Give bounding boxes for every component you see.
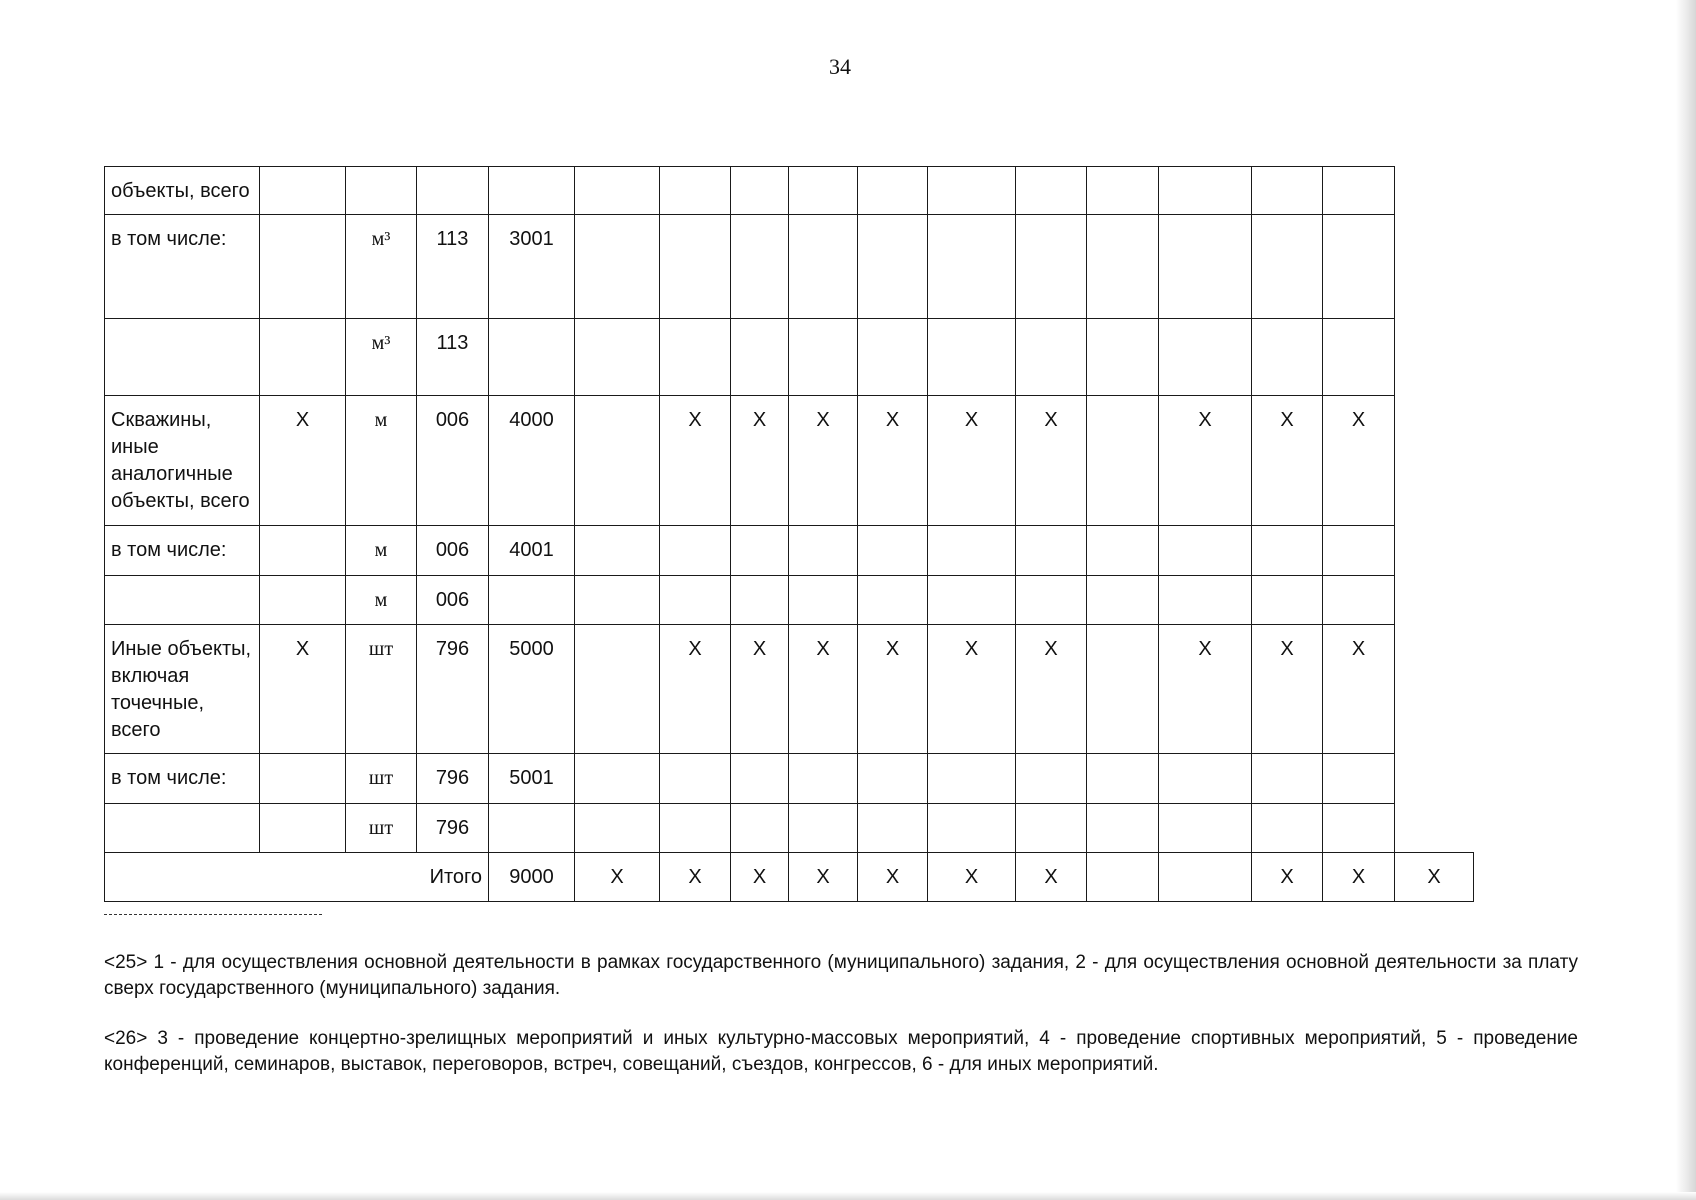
value-cell: X (660, 396, 731, 526)
value-cell (928, 167, 1016, 215)
value-cell (1323, 167, 1395, 215)
value-cell (1016, 167, 1087, 215)
value-cell (1087, 576, 1159, 625)
value-cell (575, 396, 660, 526)
value-cell: X (1016, 396, 1087, 526)
value-cell (1323, 576, 1395, 625)
value-cell (1087, 396, 1159, 526)
value-cell (660, 215, 731, 319)
okei-code-cell: 006 (417, 526, 489, 576)
okei-code-cell: 796 (417, 625, 489, 754)
value-cell: X (789, 396, 858, 526)
value-cell (1016, 754, 1087, 804)
value-cell (1087, 625, 1159, 754)
value-cell (789, 804, 858, 853)
okei-code-cell: 796 (417, 754, 489, 804)
value-cell: X (928, 396, 1016, 526)
table-row (105, 215, 1474, 319)
value-cell (1323, 804, 1395, 853)
table-row (105, 625, 1474, 754)
unit-cell: м³ (346, 319, 417, 396)
line-code-cell: 4001 (489, 526, 575, 576)
row-label-cell (105, 576, 260, 625)
value-cell (1252, 804, 1323, 853)
value-cell (858, 215, 928, 319)
row-label-cell (105, 319, 260, 396)
okei-code-cell: 113 (417, 215, 489, 319)
value-cell (1087, 215, 1159, 319)
value-cell (858, 804, 928, 853)
total-value-cell: X (928, 853, 1016, 902)
value-cell (1252, 526, 1323, 576)
value-cell: X (260, 396, 346, 526)
table-row (105, 319, 1474, 396)
total-value-cell: X (1016, 853, 1087, 902)
value-cell: X (789, 625, 858, 754)
value-cell (1252, 319, 1323, 396)
value-cell (858, 526, 928, 576)
line-code-cell: 5000 (489, 625, 575, 754)
value-cell (789, 319, 858, 396)
table-row (105, 526, 1474, 576)
total-value-cell (1087, 853, 1159, 902)
value-cell (1159, 576, 1252, 625)
table-row (105, 167, 1474, 215)
value-cell (260, 215, 346, 319)
value-cell (260, 754, 346, 804)
value-cell (1159, 167, 1252, 215)
value-cell: X (1159, 396, 1252, 526)
value-cell (1087, 167, 1159, 215)
value-cell: X (1252, 396, 1323, 526)
row-label-cell: в том числе: (105, 754, 260, 804)
total-value-cell: X (1395, 853, 1474, 902)
line-code-cell: 4000 (489, 396, 575, 526)
total-value-cell: X (575, 853, 660, 902)
value-cell (928, 754, 1016, 804)
value-cell (858, 576, 928, 625)
total-value-cell: X (731, 853, 789, 902)
okei-code-cell: 006 (417, 576, 489, 625)
value-cell (1016, 319, 1087, 396)
value-cell (1087, 804, 1159, 853)
value-cell (660, 576, 731, 625)
value-cell: X (1159, 625, 1252, 754)
total-value-cell: X (858, 853, 928, 902)
total-value-cell: X (660, 853, 731, 902)
value-cell (1016, 215, 1087, 319)
value-cell (1323, 319, 1395, 396)
value-cell (260, 167, 346, 215)
value-cell (928, 215, 1016, 319)
footnote-25: <25> 1 - для осуществления основной деятельности в рамках государственного (муниципального) задания, 2 - для осуществления основной деятельности за плату сверх государственного (муниципального) задания. (104, 952, 1578, 999)
okei-code-cell: 006 (417, 396, 489, 526)
value-cell (731, 167, 789, 215)
value-cell (858, 319, 928, 396)
unit-cell: м (346, 526, 417, 576)
table-row (105, 396, 1474, 526)
value-cell (789, 526, 858, 576)
value-cell (1323, 215, 1395, 319)
line-code-cell (489, 167, 575, 215)
value-cell (1016, 576, 1087, 625)
value-cell (1252, 754, 1323, 804)
line-code-cell (489, 319, 575, 396)
value-cell (660, 167, 731, 215)
value-cell: X (1016, 625, 1087, 754)
value-cell: X (858, 625, 928, 754)
footnote-26: <26> 3 - проведение концертно-зрелищных мероприятий и иных культурно-массовых мероприятий, 4 - проведение спортивных мероприятий, 5 - проведение конференций, семинаров, выставок, переговоров, встреч, совещаний, съездов, конгрессов, 6 - для иных мероприятий. (104, 1028, 1578, 1075)
line-code-cell: 5001 (489, 754, 575, 804)
row-label-cell: Иные объекты, включая точечные, всего (105, 625, 260, 754)
unit-cell: м (346, 396, 417, 526)
value-cell (789, 167, 858, 215)
value-cell (731, 754, 789, 804)
okei-code-cell: 113 (417, 319, 489, 396)
value-cell (575, 576, 660, 625)
total-value-cell: X (1323, 853, 1395, 902)
value-cell (575, 167, 660, 215)
total-value-cell: X (789, 853, 858, 902)
value-cell: X (731, 625, 789, 754)
value-cell (1159, 319, 1252, 396)
value-cell (731, 319, 789, 396)
value-cell (858, 754, 928, 804)
value-cell (260, 319, 346, 396)
row-label-cell: в том числе: (105, 526, 260, 576)
value-cell (660, 526, 731, 576)
data-table (104, 166, 1474, 902)
value-cell (789, 576, 858, 625)
value-cell: X (260, 625, 346, 754)
value-cell (1252, 576, 1323, 625)
value-cell (575, 804, 660, 853)
value-cell (575, 215, 660, 319)
value-cell (731, 526, 789, 576)
line-code-cell (489, 804, 575, 853)
value-cell: X (1252, 625, 1323, 754)
value-cell (660, 319, 731, 396)
value-cell: X (928, 625, 1016, 754)
row-label-cell: в том числе: (105, 215, 260, 319)
value-cell (1323, 754, 1395, 804)
table-row (105, 576, 1474, 625)
total-row (105, 853, 1474, 902)
line-code-cell: 3001 (489, 215, 575, 319)
row-label-cell: объекты, всего (105, 167, 260, 215)
value-cell (731, 804, 789, 853)
value-cell (260, 576, 346, 625)
total-label: Итого (105, 853, 489, 902)
value-cell (928, 804, 1016, 853)
value-cell (731, 215, 789, 319)
okei-code-cell: 796 (417, 804, 489, 853)
value-cell (575, 526, 660, 576)
value-cell: X (1323, 396, 1395, 526)
table-row (105, 804, 1474, 853)
value-cell (1159, 754, 1252, 804)
table-row (105, 754, 1474, 804)
row-label-cell (105, 804, 260, 853)
value-cell (660, 804, 731, 853)
total-value-cell (1159, 853, 1252, 902)
total-code-cell: 9000 (489, 853, 575, 902)
page-number: 34 (829, 54, 851, 79)
value-cell (660, 754, 731, 804)
row-label-cell: Скважины, иные аналогичные объекты, всего (105, 396, 260, 526)
value-cell (1087, 526, 1159, 576)
unit-cell: шт (346, 804, 417, 853)
value-cell (1323, 526, 1395, 576)
value-cell (928, 576, 1016, 625)
okei-code-cell (417, 167, 489, 215)
table-body (105, 167, 1474, 902)
value-cell (260, 526, 346, 576)
value-cell (1159, 804, 1252, 853)
unit-cell: м³ (346, 215, 417, 319)
value-cell (1016, 526, 1087, 576)
unit-cell: шт (346, 754, 417, 804)
value-cell (575, 319, 660, 396)
value-cell (731, 576, 789, 625)
value-cell (1159, 526, 1252, 576)
value-cell (928, 319, 1016, 396)
footnote-separator (104, 914, 322, 915)
total-value-cell: X (1252, 853, 1323, 902)
unit-cell: шт (346, 625, 417, 754)
value-cell: X (660, 625, 731, 754)
value-cell (260, 804, 346, 853)
page-edge-shadow (1676, 0, 1696, 1200)
unit-cell (346, 167, 417, 215)
value-cell (928, 526, 1016, 576)
value-cell (1087, 754, 1159, 804)
value-cell (1159, 215, 1252, 319)
value-cell (575, 625, 660, 754)
value-cell: X (858, 396, 928, 526)
value-cell (1252, 167, 1323, 215)
value-cell: X (1323, 625, 1395, 754)
value-cell (789, 215, 858, 319)
page-bottom-edge (0, 1192, 1696, 1200)
unit-cell: м (346, 576, 417, 625)
value-cell (1252, 215, 1323, 319)
value-cell (1016, 804, 1087, 853)
value-cell (858, 167, 928, 215)
value-cell (1087, 319, 1159, 396)
value-cell: X (731, 396, 789, 526)
value-cell (789, 754, 858, 804)
value-cell (575, 754, 660, 804)
line-code-cell (489, 576, 575, 625)
